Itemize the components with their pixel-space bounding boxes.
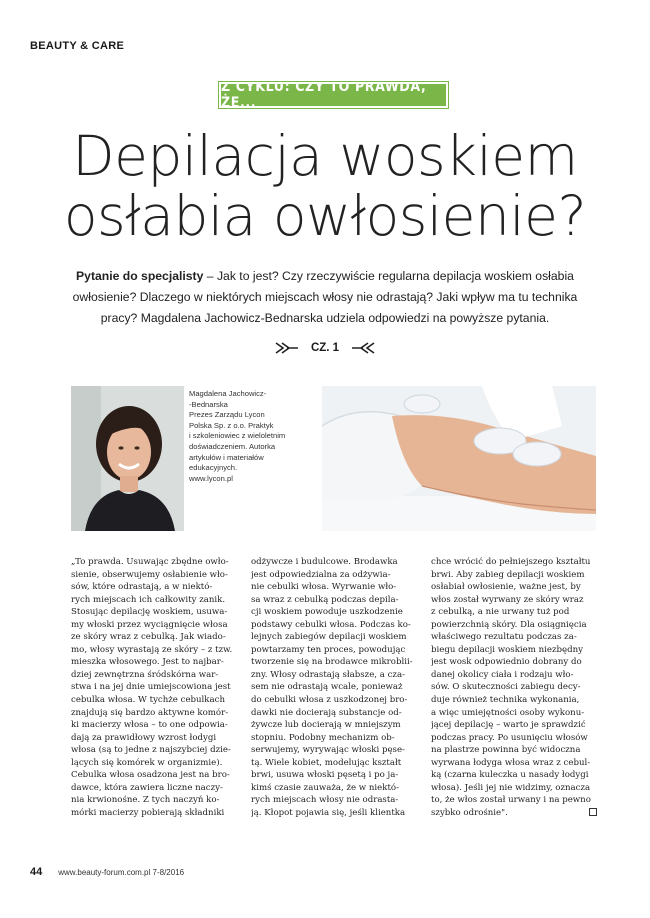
body-line: do cebulki włosa z uszkodzonej bro- [251, 695, 408, 706]
body-line: mórki macierzy pobierają składniki [71, 807, 225, 818]
article-title [0, 126, 650, 246]
title-line-2: osłabia owłosienie? [63, 184, 587, 248]
bio-line: artykułów i materiałów [189, 452, 264, 462]
body-line: sów, które odrastają, a w niektó- [71, 582, 213, 593]
bio-line: Prezes Zarządu Lycon [189, 410, 265, 420]
body-line: danej okolicy ciała i rodzaju wło- [431, 669, 574, 680]
body-line: chce wrócić do pełniejszego kształtu [431, 557, 591, 567]
body-line: ze skóry wraz z cebulką. Jak wiado- [71, 632, 226, 643]
body-line: rych miejscach ich całkowity zanik. [71, 594, 226, 605]
bio-line: www.lycon.pl [189, 473, 233, 483]
body-line: cji woskiem powoduje uszkodzenie [251, 607, 403, 618]
waxing-photo [322, 386, 596, 531]
body-line: „To prawda. Usuwając zbędne owło- [71, 557, 229, 567]
body-line: włosa). Jeśli jej nie widzimy, oznacza [431, 782, 591, 793]
body-line: biegu depilacji woskiem niezbędny [431, 644, 584, 655]
body-line: serwujemy, wyrywając włoski pęse- [251, 745, 405, 756]
body-line: ką (czarna kuleczka u nasady łodygi [431, 770, 589, 781]
arrow-left-icon [351, 342, 375, 354]
arrow-right-icon [275, 342, 299, 354]
body-line: cebulka włosa. W tychże cebulkach [71, 695, 225, 706]
body-line: odżywcze i budulcowe. Brodawka [251, 557, 398, 567]
body-line: lących się komórek w organizmie). [71, 757, 223, 768]
body-line: Stosując depilację woskiem, usuwa- [71, 607, 228, 618]
body-line: nia krwionośne. Z tych naczyń ko- [71, 795, 220, 806]
lead-paragraph [60, 266, 590, 329]
bio-line: Magdalena Jachowicz- [189, 389, 267, 398]
body-line: brwi, usuwa włoski pęsetą i po ja- [251, 770, 399, 781]
body-line: rych miejscach włosy nie odrasta- [251, 795, 399, 806]
body-line: dawki nie docierają substancje od- [251, 707, 402, 718]
body-line: duje również technika wykonania, [431, 695, 580, 706]
body-line: sa wraz z cebulką podczas depila- [251, 594, 399, 605]
page-footer [30, 866, 184, 878]
body-line: powtarzamy ten proces, powodując [251, 644, 406, 655]
body-line: nie cebulki włosa. Wyrwanie wło- [251, 582, 397, 593]
body-line: jącej depilację – warto je sprawdzić [431, 720, 586, 731]
body-line: zny. Włosy odrastają słabsze, a cza- [251, 669, 405, 680]
body-line: znajdują się bardzo aktywne komór- [71, 707, 229, 718]
lead-bold: Pytanie do specjalisty [76, 269, 204, 283]
body-line: właściwego rezultatu podczas za- [431, 632, 577, 643]
body-line: żywcze lub docierają w mniejszym [251, 720, 401, 731]
body-line-last-text: szybko odrośnie". [431, 807, 508, 818]
body-line: sem nie odrastają wcale, ponieważ [251, 682, 403, 693]
body-line: sienie, obserwujemy osłabienie wło- [71, 569, 228, 580]
body-line: osłabiał owłosienie, ważne jest, by [431, 582, 581, 593]
bio-line: doświadczeniem. Autorka [189, 441, 276, 451]
part-marker [0, 342, 650, 354]
body-line: tą. Wiele kobiet, modelując kształt [251, 757, 402, 768]
body-line: dawce, która zawiera liczne naczy- [71, 782, 223, 793]
body-line: stopniu. Podobny mechanizm ob- [251, 732, 395, 743]
article-body [71, 556, 597, 819]
section-label: BEAUTY & CARE [30, 40, 125, 52]
bio-line: -Bednarska [189, 399, 228, 409]
body-line: jest odpowiedzialna za odżywia- [251, 569, 391, 580]
series-badge: Z CYKLU: CZY TO PRAWDA, ŻE... [219, 82, 448, 108]
body-line: a więc umiejętności osoby wykonu- [431, 707, 585, 718]
footer-url-issue: www.beauty-forum.com.pl 7-8/2016 [58, 867, 185, 877]
body-line: wyrwana łodyga włosa wraz z cebul- [431, 757, 591, 768]
body-line: my włoski przez wyciągnięcie włosa [71, 619, 228, 630]
body-line: tworzenie się na brodawce mikroblii- [251, 657, 413, 668]
bio-line: i szkoleniowiec z wieloletnim [189, 431, 286, 441]
bio-line: Polska Sp. z o.o. Praktyk [189, 420, 274, 430]
body-line: mo, włosy wyrastają ze skóry – z tzw. [71, 644, 233, 655]
bio-line: edukacyjnych. [189, 463, 238, 473]
body-line: powierzchnią skóry. Dla osiągnięcia [431, 619, 587, 630]
body-line: ją. Kłopot pojawia się, jeśli klientka [251, 807, 406, 818]
part-label: CZ. 1 [310, 342, 340, 354]
author-portrait [71, 386, 184, 531]
body-line: jest wosk odpowiednio dobrany do [431, 657, 582, 668]
body-line: na plastrze powinna być widoczna [431, 745, 581, 756]
body-line: mieszka włosowego. Jest to najbar- [71, 657, 224, 668]
body-line: sów. O skuteczności zabiegu decy- [431, 682, 581, 693]
body-line: to, że włos został urwany i na pewno [431, 795, 591, 806]
body-line: włos został wyrwany ze skóry wraz [431, 594, 584, 605]
body-line-last [431, 807, 597, 820]
body-line: podstawy cebulki włosa. Podczas ko- [251, 619, 411, 630]
body-line: podczas pracy. Po usunięciu włosów [431, 732, 588, 743]
author-bio [189, 389, 299, 484]
body-line: dają za prawidłowy wzrost łodygi [71, 732, 217, 743]
body-line: z cebulką, a nie urwany tuż pod [431, 607, 570, 618]
body-line: kimś czasie zauważa, że w niektó- [251, 782, 400, 793]
body-line: włosa (są to jedne z najszybciej dzie- [71, 745, 231, 756]
body-column-2 [251, 556, 417, 819]
body-line: ki macierzy włosa – to one odpowia- [71, 720, 228, 731]
body-line: lejnych zabiegów depilacji woskiem [251, 632, 407, 643]
lead-text: – Jak to jest? Czy rzeczywiście regularna depilacja woskiem osłabia owłosienie? Dlaczego w niektórych miejscach włosy nie odrastają? Jaki wpływ ma tu technika pracy? Magdalena Jachowicz-Bednarska udziela odpowiedzi na powyższe pytania. [72, 269, 578, 325]
body-column-3 [431, 556, 597, 819]
body-line: Cebulka włosa osadzona jest na bro- [71, 770, 230, 781]
title-line-1: Depilacja woskiem [72, 124, 578, 188]
body-line: brwi. Aby zabieg depilacji woskiem [431, 569, 585, 580]
body-line: stwa i na jej dnie umiejscowiona jest [71, 682, 231, 693]
page-number: 44 [30, 866, 43, 878]
body-column-1 [71, 556, 237, 819]
end-of-article-icon [583, 807, 597, 820]
body-line: dziej zewnętrzna śródskórna war- [71, 669, 219, 680]
